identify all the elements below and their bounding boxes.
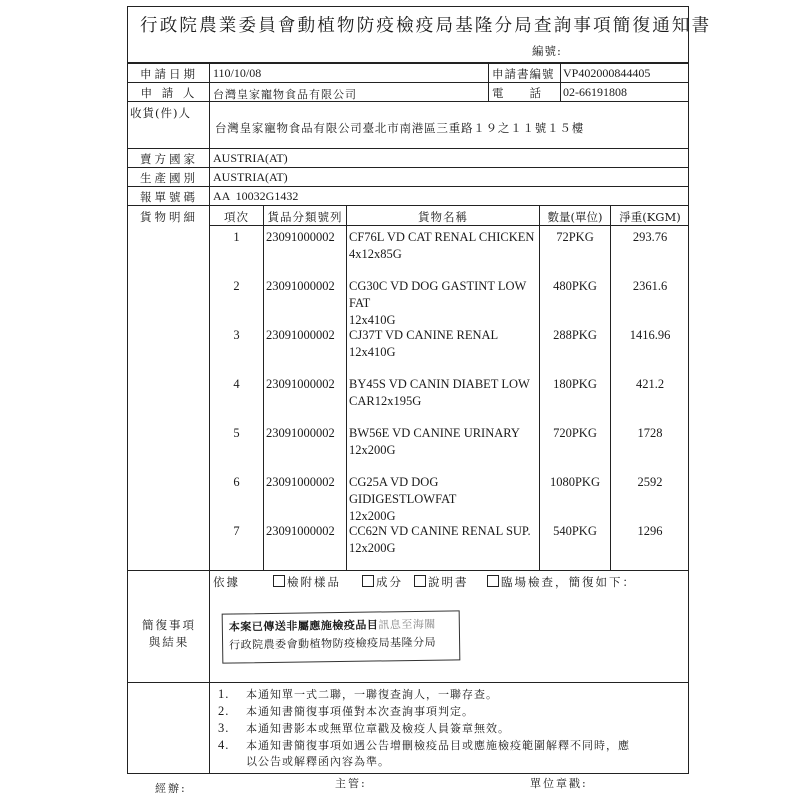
row-code: 23091000002 [266,426,335,440]
row-weight: 2361.6 [632,279,668,293]
row-name-line1: BY45S VD CANIN DIABET LOW [349,377,530,391]
goods-section-label: 貨物明細 [140,210,198,224]
result-label-line2: 與結果 [148,635,190,649]
declaration-no-value: AA 10032G1432 [213,189,299,203]
note-text: 本通知書簡復事項僅對本次查詢事項判定。 [246,705,474,718]
note-text: 本通知單一式二聯，一聯復查詢人，一聯存查。 [246,688,498,701]
note-text: 本通知書簡復事項如遇公告增刪檢疫品目或應施檢疫範圍解釋不同時，應 [246,739,630,752]
row-weight: 421.2 [635,377,665,391]
row-name-line2: 12x200G [349,509,396,523]
row-name-line1: CJ37T VD CANINE RENAL [349,328,499,342]
row-name-line1: BW56E VD CANINE URINARY [349,426,520,440]
row-name-line2: 4x12x85G [349,247,402,261]
col-header-item: 項次 [224,210,249,224]
note-item [218,686,630,703]
row-code: 23091000002 [266,230,335,244]
row-item: 3 [233,328,240,342]
row-name [349,229,539,263]
row-item: 5 [233,426,240,440]
divider [127,682,689,683]
row-item: 4 [233,377,240,391]
stamp-text-faint: 訊息至海關 [378,617,436,632]
note-number: 1. [218,687,230,701]
row-name [349,523,539,557]
page-title: 行政院農業委員會動植物防疫檢疫局基隆分局查詢事項簡復通知書 [140,16,712,36]
row-weight: 2592 [637,475,663,489]
row-name-line1: CC62N VD CANINE RENAL SUP. [349,524,531,538]
checkbox-manual-label: 說明書 [428,575,469,589]
note-text: 本通知書影本或無單位章戳及檢疫人員簽章無效。 [246,722,510,735]
note-number: 2. [218,704,230,718]
basis-label: 依據 [213,575,240,589]
row-name [349,474,539,525]
divider [127,186,689,187]
origin-value: AUSTRIA(AT) [213,170,288,184]
basis-checkbox-onsite[interactable] [487,574,636,590]
row-name [349,425,539,459]
divider [127,205,689,206]
row-item: 1 [233,230,240,244]
row-qty: 1080PKG [549,475,600,489]
row-name-line2: 12x200G [349,443,396,457]
note-item-continued [218,754,630,770]
note-text: 以公告或解釋函內容為準。 [246,755,390,768]
row-qty: 480PKG [553,279,597,293]
basis-checkbox-samples[interactable] [273,574,341,590]
basis-checkbox-ingredients[interactable] [362,574,403,590]
date-value: 110/10/08 [213,66,262,80]
note-number: 3. [218,721,230,735]
result-section-label [130,617,208,651]
divider [127,82,689,83]
form-no-label: 申請書編號 [492,67,555,81]
col-divider [209,62,210,774]
declaration-no-label: 報單號碼 [140,190,198,204]
row-qty: 288PKG [553,328,597,342]
notes-list [218,686,630,770]
row-item: 7 [233,524,240,538]
row-weight: 293.76 [632,230,668,244]
col-header-qty: 數量(單位) [547,210,603,224]
checkbox-ingredients[interactable] [362,575,374,587]
checkbox-samples-label: 檢附樣品 [287,575,341,589]
seller-country-label: 賣方國家 [140,152,198,166]
col-divider [346,205,347,570]
note-number: 4. [218,738,230,752]
official-stamp [222,610,461,663]
checkbox-ingredients-label: 成分 [376,575,403,589]
seal-label: 單位章戳: [530,777,588,790]
applicant-label: 申 請 人 [140,86,198,100]
row-qty: 72PKG [556,230,594,244]
divider [127,62,689,64]
row-weight: 1296 [637,524,663,538]
checkbox-samples[interactable] [273,575,285,587]
phone-value: 02-66191808 [563,85,627,99]
row-name [349,327,539,361]
row-code: 23091000002 [266,524,335,538]
row-weight: 1416.96 [629,328,671,342]
seller-country-value: AUSTRIA(AT) [213,151,288,165]
stamp-text-main: 本案已傳送非屬應施檢疫品目 [228,618,379,634]
row-code: 23091000002 [266,377,335,391]
row-name-line1: CG25A VD DOG GIDIGESTLOWFAT [349,475,457,506]
form-no-value: VP402000844405 [563,66,651,80]
col-header-weight: 淨重(KGM) [619,210,681,224]
phone-label: 電 話 [492,86,542,100]
checkbox-manual[interactable] [414,575,426,587]
row-name-line2: 12x200G [349,541,396,555]
date-label: 申請日期 [140,67,198,81]
row-code: 23091000002 [266,328,335,342]
col-header-name: 貨物名稱 [418,210,468,224]
row-qty: 540PKG [553,524,597,538]
row-qty: 180PKG [553,377,597,391]
checkbox-onsite[interactable] [487,575,499,587]
divider [127,148,689,149]
col-header-code: 貨品分類號列 [267,210,343,224]
col-divider [263,205,264,570]
row-name-line2: CAR12x195G [349,394,422,408]
row-weight: 1728 [637,426,663,440]
supervisor-label: 主管: [335,777,367,790]
row-item: 6 [233,475,240,489]
stamp-text-agency: 行政院農委會動植物防疫檢疫局基隆分局 [229,635,437,652]
divider [209,225,689,226]
note-item [218,703,630,720]
row-name [349,376,539,410]
divider [127,101,689,102]
row-qty: 720PKG [553,426,597,440]
consignee-label: 收貨(件)人 [130,106,191,120]
row-name-line1: CG30C VD DOG GASTINT LOW FAT [349,279,527,310]
row-name [349,278,539,329]
row-name-line1: CF76L VD CAT RENAL CHICKEN [349,230,535,244]
row-name-line2: 12x410G [349,313,396,327]
col-divider [560,62,561,101]
row-name-line2: 12x410G [349,345,396,359]
row-code: 23091000002 [266,279,335,293]
row-item: 2 [233,279,240,293]
applicant-value: 台灣皇家寵物食品有限公司 [213,89,357,101]
basis-checkbox-manual[interactable] [414,574,469,590]
row-code: 23091000002 [266,475,335,489]
note-item [218,720,630,737]
col-divider [488,62,489,101]
divider [127,570,689,571]
divider [127,167,689,168]
origin-label: 生產國別 [140,171,198,185]
note-item [218,737,630,754]
result-label-line1: 簡復事項 [142,618,196,632]
consignee-value: 台灣皇家寵物食品有限公司臺北市南港區三重路１９之１１號１５樓 [215,123,584,135]
handler-label: 經辦: [155,782,187,795]
checkbox-onsite-label: 臨場檢查，簡復如下： [501,575,636,589]
serial-label: 編號: [532,44,562,58]
